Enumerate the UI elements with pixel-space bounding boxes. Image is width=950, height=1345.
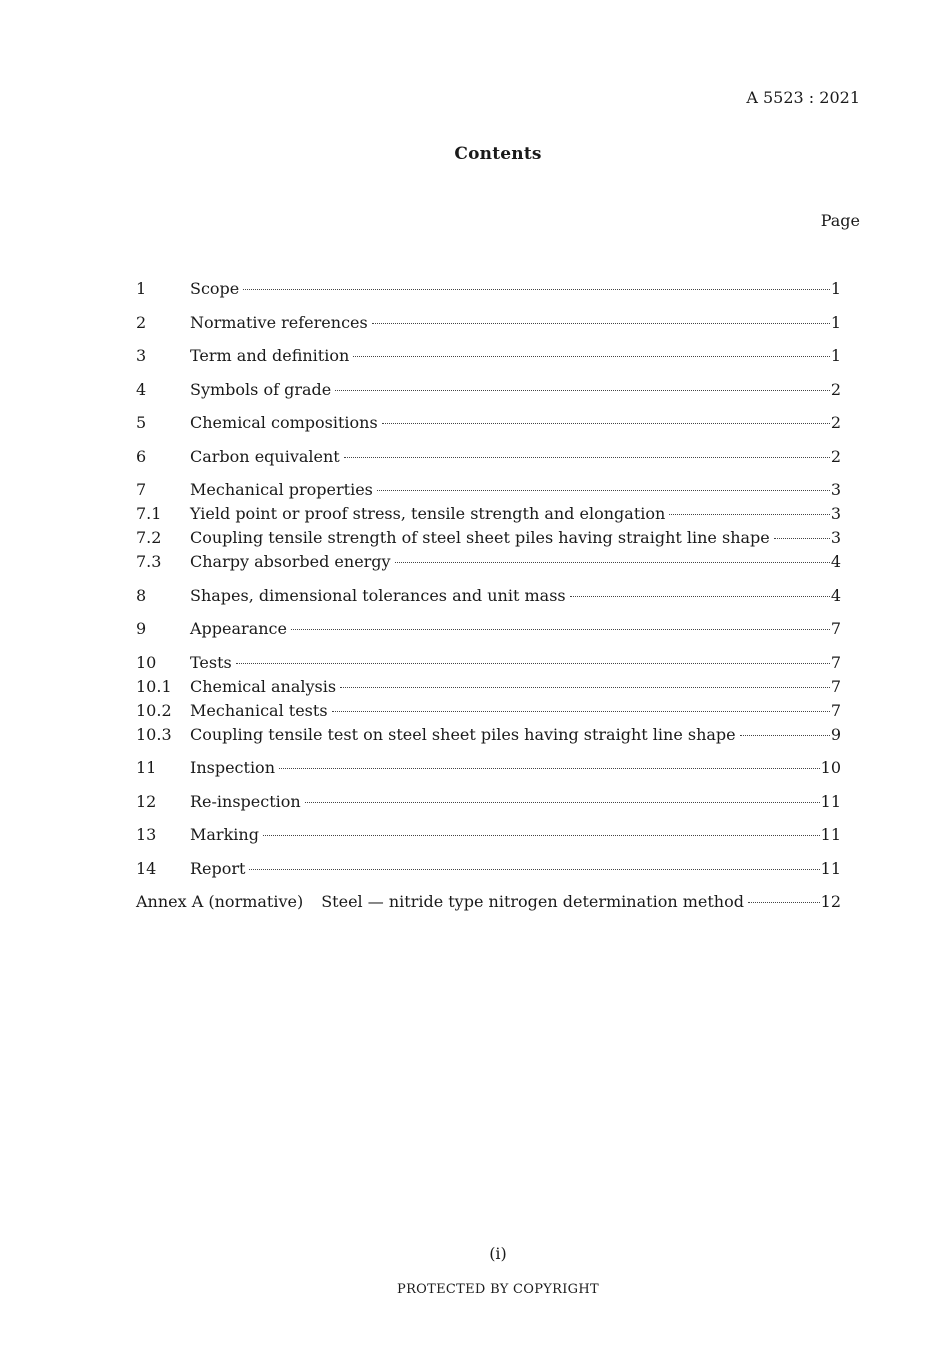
toc-entry-number: 9 [136, 619, 147, 638]
toc-entry-title: Chemical analysis [190, 676, 337, 696]
toc-entry-number: 7.2 [136, 528, 162, 547]
footer-page-number: (i) [489, 1244, 507, 1263]
toc-entry[interactable] [136, 858, 841, 882]
toc-entry-page: 2 [830, 413, 841, 432]
toc-entry-page: 11 [820, 791, 841, 811]
toc-entry[interactable] [136, 652, 841, 676]
toc-entry-title: Coupling tensile strength of steel sheet piles having straight line shape [190, 528, 770, 547]
dot-leader [570, 596, 830, 597]
toc-entry-page: 2 [830, 379, 841, 399]
toc-entry-number: 11 [136, 758, 157, 777]
toc-entry[interactable] [136, 618, 841, 642]
toc-entry-number: 8 [136, 585, 147, 605]
dot-leader [382, 423, 830, 424]
toc-entry-page: 4 [830, 585, 841, 605]
toc-entry-title: Shapes, dimensional tolerances and unit mass [190, 585, 566, 605]
toc-entry[interactable] [136, 479, 841, 503]
toc-entry[interactable] [136, 676, 841, 700]
toc-entry[interactable] [136, 345, 841, 369]
toc-entry-page: 1 [830, 346, 841, 365]
dot-leader [377, 490, 830, 491]
toc-entry[interactable] [136, 446, 841, 470]
dot-leader [332, 711, 830, 712]
dot-leader [372, 323, 830, 324]
toc-entry-page: 3 [830, 504, 841, 523]
toc-entry-number: 6 [136, 446, 147, 466]
dot-leader [748, 902, 820, 903]
toc-entry[interactable] [136, 791, 841, 815]
dot-leader [395, 562, 830, 563]
dot-leader [263, 835, 820, 836]
toc-entry[interactable] [136, 585, 841, 609]
toc-entry-title: Marking [190, 825, 259, 844]
dot-leader [291, 629, 830, 630]
toc-entry-number: 2 [136, 312, 147, 332]
toc-entry-number: 1 [136, 279, 147, 298]
toc-entry-number: 13 [136, 825, 157, 844]
toc-entry-annex[interactable] [136, 891, 841, 915]
toc-entry-page: 11 [820, 858, 841, 878]
toc-entry-title: Inspection [190, 758, 275, 777]
toc-entry-number: 10.2 [136, 700, 172, 720]
toc-entry-title: Charpy absorbed energy [190, 552, 391, 571]
toc-entry-title: Re-inspection [190, 791, 301, 811]
toc-entry-title: Chemical compositions [190, 413, 378, 432]
toc-entry[interactable] [136, 503, 841, 527]
toc-entry-number: 10 [136, 652, 157, 672]
toc-entry-number: 7.3 [136, 552, 162, 571]
dot-leader [305, 802, 820, 803]
toc-entry-number: 10.1 [136, 676, 172, 696]
dot-leader [340, 687, 830, 688]
annex-page: 12 [820, 892, 841, 911]
copyright-notice: PROTECTED BY COPYRIGHT [397, 1282, 599, 1297]
dot-leader [344, 457, 830, 458]
toc-entry[interactable] [136, 527, 841, 551]
dot-leader [335, 390, 830, 391]
toc-entry-title: Carbon equivalent [190, 446, 340, 466]
toc-entry-title: Mechanical tests [190, 700, 328, 720]
toc-entry[interactable] [136, 412, 841, 436]
toc-entry-number: 7.1 [136, 504, 162, 523]
toc-entry-title: Mechanical properties [190, 480, 373, 499]
dot-leader [774, 538, 830, 539]
toc-entry-number: 12 [136, 791, 157, 811]
dot-leader [740, 735, 830, 736]
toc-entry-title: Term and definition [190, 346, 350, 365]
toc-entry-title: Tests [190, 652, 232, 672]
toc-entry-page: 3 [830, 528, 841, 547]
toc-entry-page: 7 [830, 619, 841, 638]
toc-entry[interactable] [136, 551, 841, 575]
toc-entry[interactable] [136, 757, 841, 781]
toc-entry-page: 7 [830, 652, 841, 672]
table-of-contents [136, 278, 841, 915]
toc-entry-number: 5 [136, 413, 147, 432]
toc-entry-page: 7 [830, 700, 841, 720]
toc-entry-title: Report [190, 858, 246, 878]
toc-entry-number: 10.3 [136, 724, 172, 744]
dot-leader [353, 356, 830, 357]
page-title: Contents [454, 144, 542, 164]
toc-entry-page: 1 [830, 279, 841, 298]
toc-entry[interactable] [136, 700, 841, 724]
toc-entry-title: Normative references [190, 312, 368, 332]
toc-entry[interactable] [136, 824, 841, 848]
toc-entry-page: 10 [820, 758, 841, 777]
document-number: A 5523 : 2021 [746, 88, 860, 107]
page-column-label: Page [820, 211, 860, 230]
toc-entry-page: 11 [820, 825, 841, 844]
toc-entry-title: Symbols of grade [190, 379, 332, 399]
toc-entry[interactable] [136, 379, 841, 403]
dot-leader [243, 289, 830, 290]
toc-entry-number: 14 [136, 858, 157, 878]
annex-label: Annex A (normative) [136, 892, 304, 911]
annex-title: Steel — nitride type nitrogen determination method [321, 892, 744, 911]
toc-entry-page: 9 [830, 724, 841, 744]
toc-entry-title: Yield point or proof stress, tensile strength and elongation [190, 504, 666, 523]
toc-entry-title: Appearance [190, 619, 287, 638]
dot-leader [249, 869, 819, 870]
dot-leader [279, 768, 820, 769]
toc-entry-page: 2 [830, 446, 841, 466]
toc-entry[interactable] [136, 312, 841, 336]
dot-leader [236, 663, 830, 664]
toc-entry[interactable] [136, 724, 841, 748]
toc-entry-title: Coupling tensile test on steel sheet piles having straight line shape [190, 724, 736, 744]
toc-entry-number: 7 [136, 480, 147, 499]
toc-entry-title: Scope [190, 279, 240, 298]
toc-entry-page: 3 [830, 480, 841, 499]
toc-entry-page: 1 [830, 312, 841, 332]
dot-leader [669, 514, 830, 515]
toc-entry-page: 4 [830, 552, 841, 571]
toc-entry-page: 7 [830, 676, 841, 696]
toc-entry-number: 3 [136, 346, 147, 365]
toc-entry[interactable] [136, 278, 841, 302]
toc-entry-number: 4 [136, 379, 147, 399]
